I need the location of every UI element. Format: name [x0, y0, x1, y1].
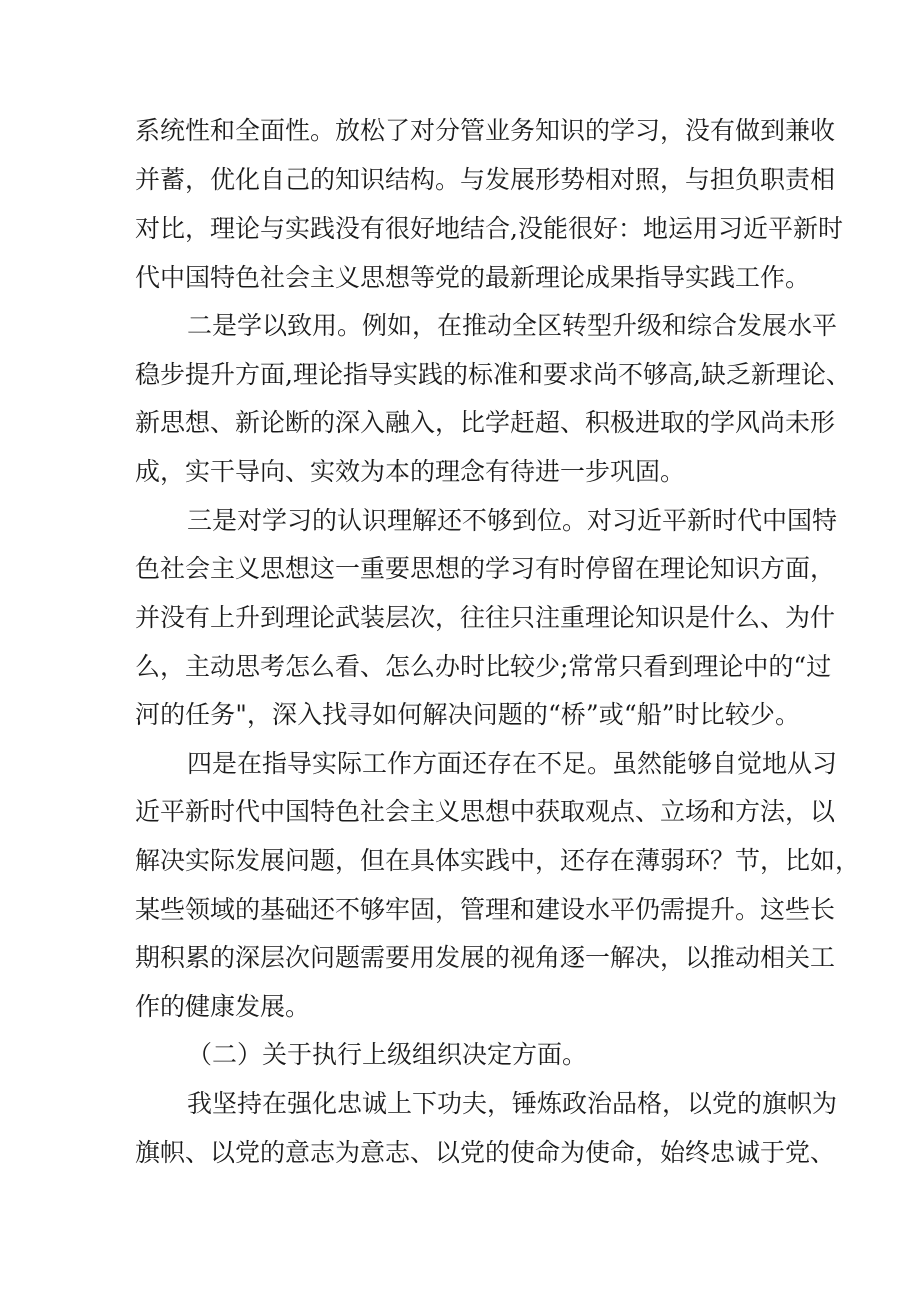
- text-line-3: 对比，理论与实践没有很好地结合,没能很好：地运用习近平新时: [135, 214, 843, 243]
- paragraph-3-line-4: 么，主动思考怎么看、怎么办时比较少;常常只看到理论中的“过: [135, 652, 832, 681]
- paragraph-4-line-2: 近平新时代中国特色社会主义思想中获取观点、立场和方法，以: [135, 797, 836, 826]
- paragraph-5-line-1: 我坚持在强化忠诚上下功夫，锤炼政治品格，以党的旗帜为: [187, 1089, 838, 1118]
- paragraph-2-line-1: 二是学以致用。例如，在推动全区转型升级和综合发展水平: [187, 311, 838, 340]
- paragraph-2-line-2: 稳步提升方面,理论指导实践的标准和要求尚不够高,缺乏新理论、: [135, 360, 851, 389]
- paragraph-4-line-4: 某些领域的基础还不够牢固，管理和建设水平仍需提升。这些长: [135, 895, 836, 924]
- text-line-2: 并蓄，优化自己的知识结构。与发展形势相对照，与担负职责相: [135, 165, 836, 194]
- paragraph-2-line-4: 成，实干导向、实效为本的理念有待进一步巩固。: [135, 457, 686, 486]
- paragraph-3-line-3: 并没有上升到理论武装层次，往往只注重理论知识是什么、为什: [135, 603, 836, 632]
- paragraph-4-line-6: 作的健康发展。: [135, 992, 311, 1021]
- paragraph-5-line-2: 旗帜、以党的意志为意志、以党的使命为使命，始终忠诚于党、: [135, 1138, 836, 1167]
- paragraph-3-line-5: 河的任务"，深入找寻如何解决问题的“桥”或“船”时比较少。: [135, 700, 800, 729]
- text-line-1: 系统性和全面性。放松了对分管业务知识的学习，没有做到兼收: [135, 116, 836, 145]
- paragraph-4-line-5: 期积累的深层次问题需要用发展的视角逐一解决，以推动相关工: [135, 943, 836, 972]
- paragraph-3-line-1: 三是对学习的认识理解还不够到位。对习近平新时代中国特: [187, 506, 838, 535]
- text-line-4: 代中国特色社会主义思想等党的最新理论成果指导实践工作。: [135, 263, 811, 292]
- paragraph-4-line-1: 四是在指导实际工作方面还存在不足。虽然能够自觉地从习: [187, 749, 838, 778]
- paragraph-2-line-3: 新思想、新论断的深入融入，比学赶超、积极进取的学风尚未形: [135, 408, 836, 437]
- paragraph-4-line-3: 解决实际发展问题，但在具体实践中，还存在薄弱环？节，比如，: [135, 846, 861, 875]
- paragraph-3-line-2: 色社会主义思想这一重要思想的学习有时停留在理论知识方面，: [135, 554, 836, 583]
- section-heading: （二）关于执行上级组织决定方面。: [187, 1040, 588, 1069]
